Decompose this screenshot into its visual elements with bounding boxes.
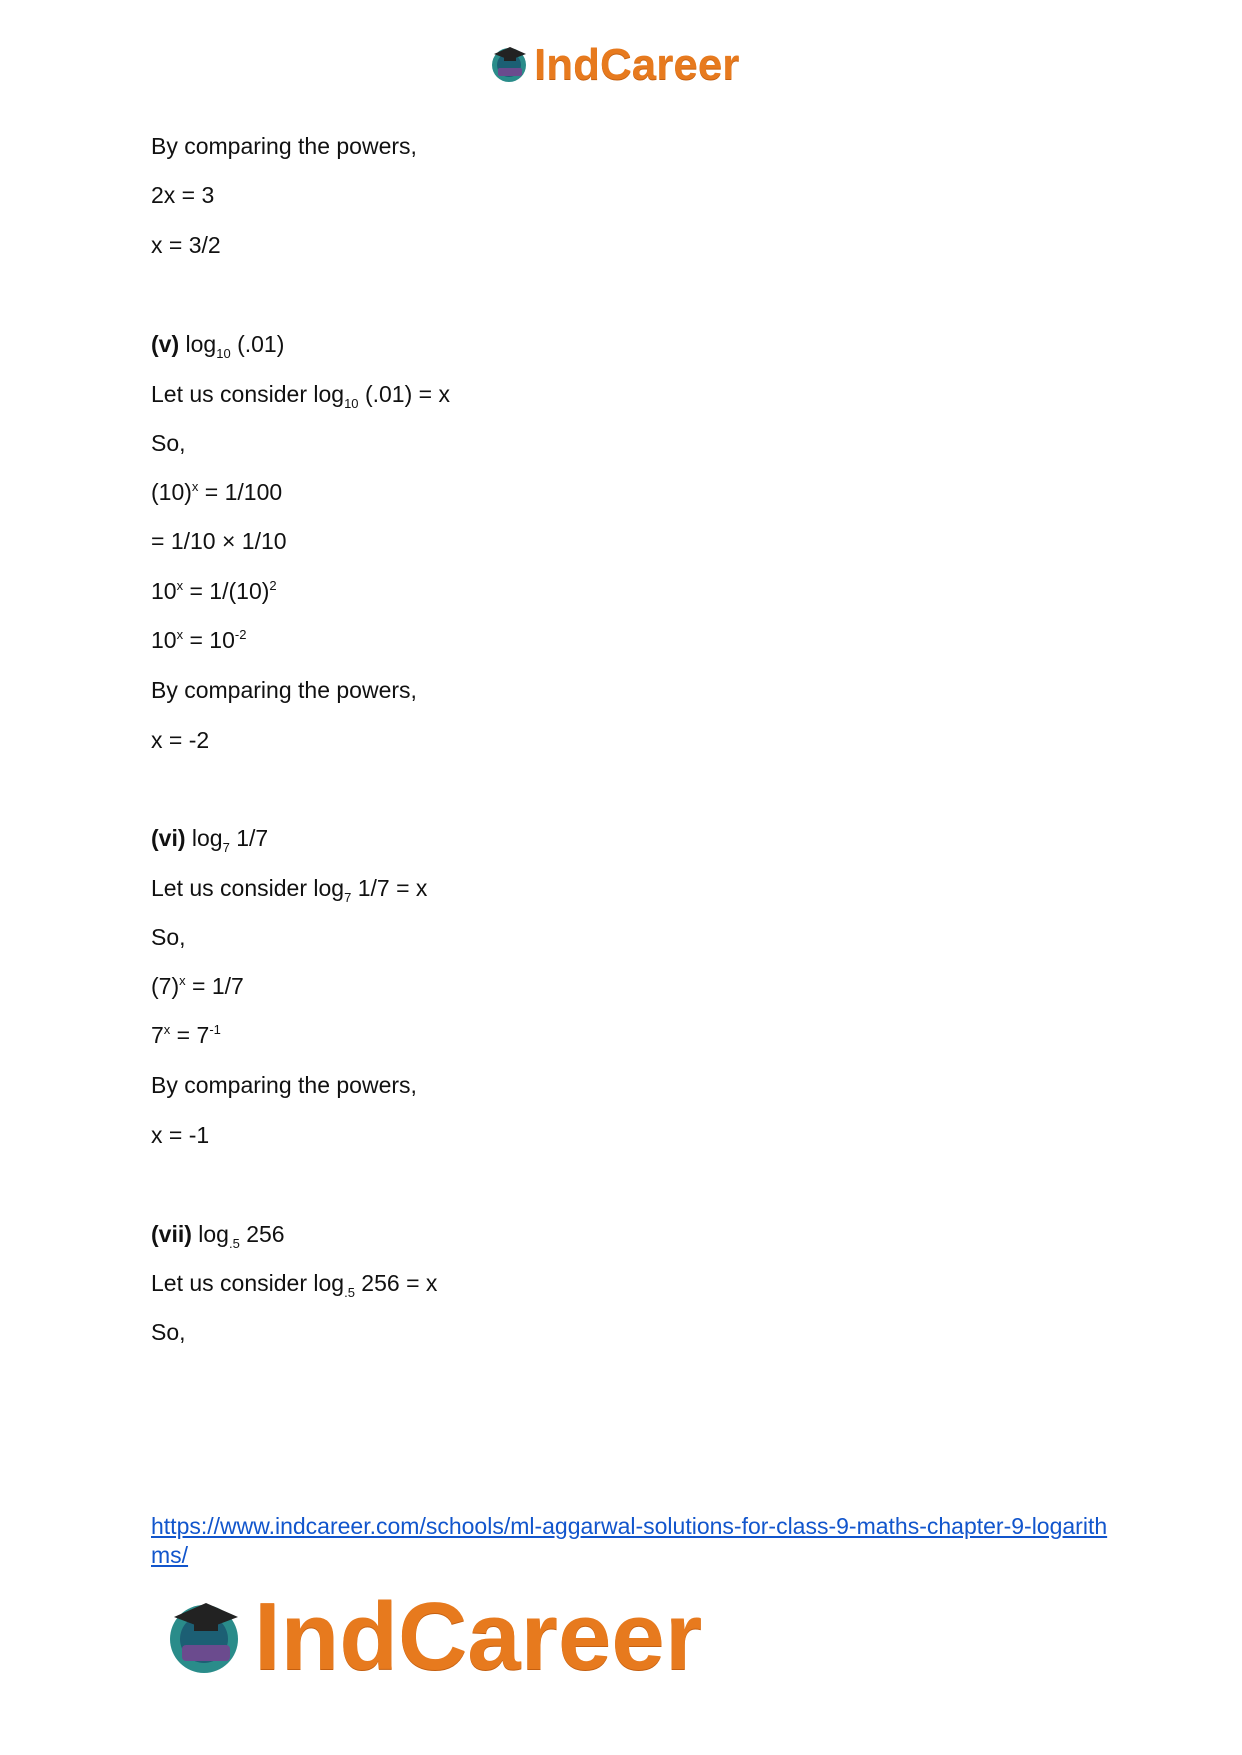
question-label: (v) [151,331,180,357]
text-line: So, [151,430,186,456]
text-line: So, [151,1319,186,1345]
text-line: So, [151,924,186,950]
text-part: 256 = x [354,1270,438,1296]
log-text: log [191,825,223,851]
text-part: (.01) = x [364,381,450,407]
text-part: Let us consider log [151,875,345,901]
indcareer-logo-bottom [162,1582,702,1692]
log-base: 10 [216,346,231,361]
exponent: x [176,578,184,593]
text-line [151,874,427,906]
source-url-link[interactable]: https://www.indcareer.com/schools/ml-aggarwal-solutions-for-class-9-maths-chapter-9-logarithms/ [151,1513,1108,1568]
graduation-globe-icon [488,42,530,89]
text-line: By comparing the powers, [151,133,417,159]
exponent: x [191,479,199,494]
equation-line [151,626,246,658]
log-base: 7 [222,840,230,855]
exponent: 2 [269,578,277,593]
text-line: x = -1 [151,1122,210,1148]
log-text: log [198,1221,229,1247]
question-label: (vii) [151,1221,192,1247]
log-argument: 256 [239,1221,285,1247]
log-base: 7 [344,890,352,905]
text-part: 10 [151,627,177,653]
indcareer-logo-top [488,40,739,90]
logo-text: IndCareer [254,1583,703,1690]
log-argument: 1/7 [229,825,269,851]
exponent: x [163,1022,171,1037]
exponent: x [176,627,184,642]
log-base: .5 [344,1285,355,1300]
question-vii-heading [151,1220,285,1252]
equation-line [151,478,282,510]
log-base: 10 [344,396,359,411]
text-part: Let us consider log [151,1270,345,1296]
text-line: By comparing the powers, [151,1072,417,1098]
text-line: x = 3/2 [151,232,221,258]
text-part: 10 [151,578,177,604]
text-part: = 1/(10) [183,578,270,604]
equation-line [151,577,277,609]
question-vi-heading [151,824,268,856]
question-label: (vi) [151,825,186,851]
question-v-heading [151,330,284,362]
exponent: -2 [234,627,247,642]
text-line: By comparing the powers, [151,677,417,703]
equation-line: = 1/10 × 1/10 [151,528,287,554]
text-part: (10) [151,479,192,505]
text-part: Let us consider log [151,381,345,407]
text-line: 2x = 3 [151,182,215,208]
exponent: -1 [209,1022,221,1037]
text-part: = 1/100 [198,479,283,505]
text-part: 7 [151,1022,164,1048]
logo-text: IndCareer [534,40,740,89]
text-part: = 10 [183,627,235,653]
text-line: x = -2 [151,727,210,753]
text-line [151,380,450,412]
exponent: x [179,973,186,988]
text-part: (7) [151,973,180,999]
log-base: .5 [228,1236,240,1251]
text-part: = 7 [170,1022,210,1048]
text-part: 1/7 = x [351,875,428,901]
text-part: = 1/7 [185,973,244,999]
log-argument: (.01) [237,331,285,357]
graduation-globe-icon [162,1593,246,1682]
equation-line [151,1021,221,1053]
text-line [151,1269,437,1301]
log-text: log [185,331,217,357]
equation-line [151,972,244,1004]
